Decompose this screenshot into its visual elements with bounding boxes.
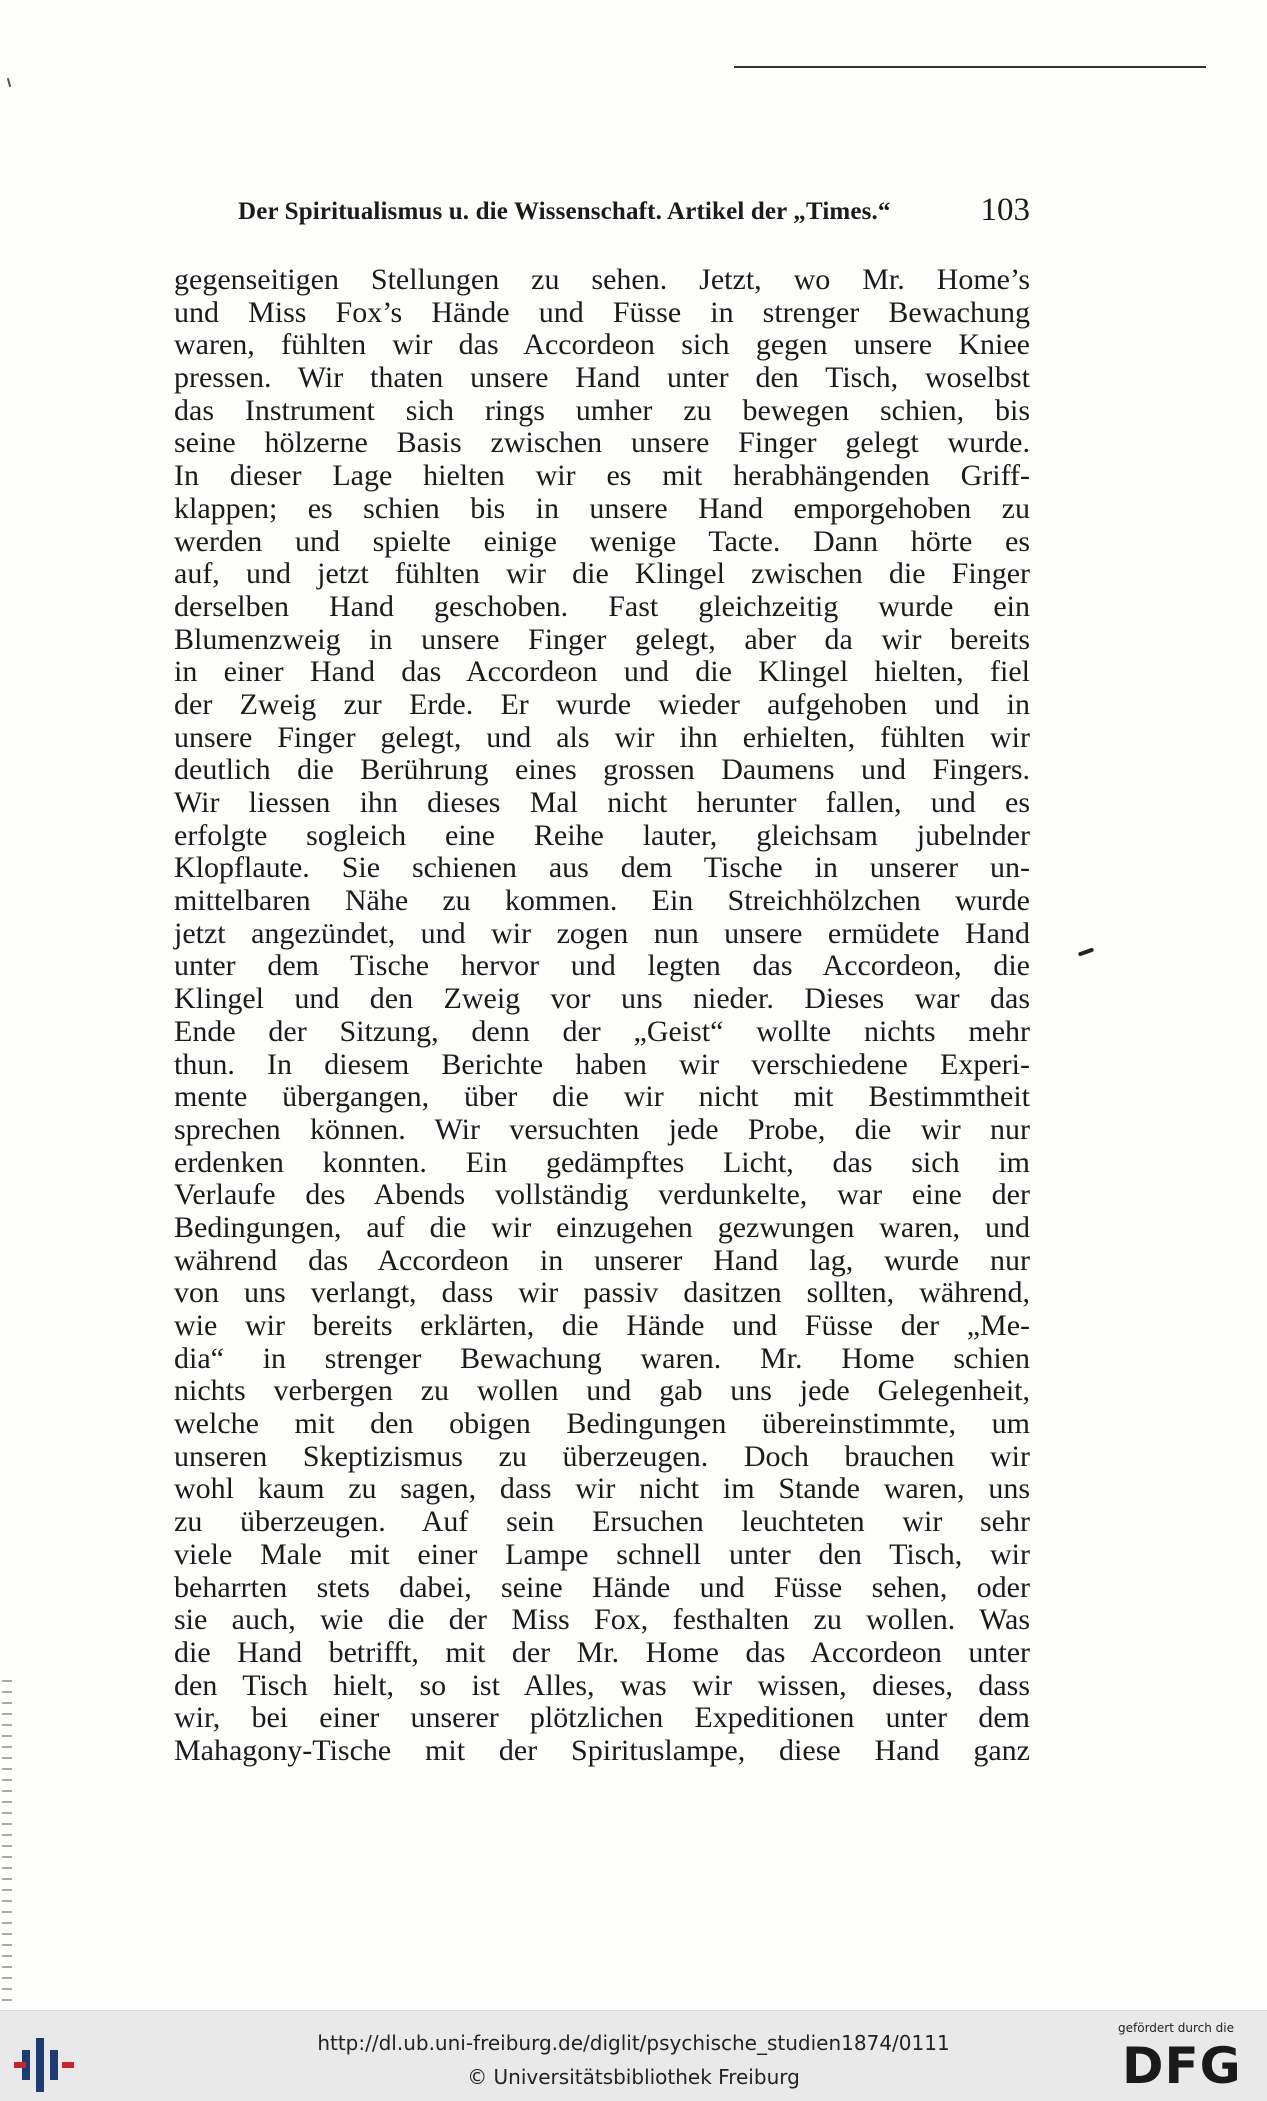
- copyright-notice: © Universitätsbibliothek Freiburg: [467, 2065, 800, 2089]
- text-line: sprechen können. Wir versuchten jede Probe, die wir nur: [174, 1112, 1030, 1146]
- dfg-tagline: gefördert durch die: [1118, 2021, 1234, 2035]
- text-line: erfolgte sogleich eine Reihe lauter, gleichsam jubelnder: [174, 818, 1030, 852]
- footer-bar: [0, 2010, 1267, 2101]
- text-line: während das Accordeon in unserer Hand lag, wurde nur: [174, 1243, 1030, 1277]
- text-line: werden und spielte einige wenige Tacte. Dann hörte es: [174, 524, 1030, 558]
- text-line: seine hölzerne Basis zwischen unsere Finger gelegt wurde.: [174, 426, 1030, 460]
- text-line: gegenseitigen Stellungen zu sehen. Jetzt, wo Mr. Home’s: [174, 263, 1030, 296]
- text-line: welche mit den obigen Bedingungen übereinstimmte, um: [174, 1407, 1030, 1441]
- text-line: und Miss Fox’s Hände und Füsse in strenger Bewachung: [174, 295, 1030, 329]
- ink-speck: [1078, 947, 1094, 956]
- running-head: [238, 192, 1030, 240]
- text-line: jetzt angezündet, und wir zogen nun unsere ermüdete Hand: [174, 916, 1030, 950]
- text-line: zu überzeugen. Auf sein Ersuchen leuchteten wir sehr: [174, 1505, 1030, 1539]
- text-line: Blumenzweig in unsere Finger gelegt, aber da wir bereits: [174, 622, 1030, 656]
- text-line: der Zweig zur Erde. Er wurde wieder aufgehoben und in: [174, 687, 1030, 721]
- text-line: Wir liessen ihn dieses Mal nicht herunter fallen, und es: [174, 786, 1030, 819]
- text-line: beharrten stets dabei, seine Hände und Füsse sehen, oder: [174, 1570, 1030, 1604]
- text-line: in einer Hand das Accordeon und die Klingel hielten, fiel: [174, 655, 1030, 689]
- text-line: Klingel und den Zweig vor uns nieder. Dieses war das: [174, 982, 1030, 1016]
- text-line: von uns verlangt, dass wir passiv dasitzen sollten, während,: [174, 1276, 1030, 1310]
- text-line: klappen; es schien bis in unsere Hand emporgehoben zu: [174, 491, 1030, 525]
- running-title: Der Spiritualismus u. die Wissenschaft. Artikel der „Times.“: [238, 198, 891, 225]
- text-line: Bedingungen, auf die wir einzugehen gezwungen waren, und: [174, 1210, 1030, 1244]
- text-line: derselben Hand geschoben. Fast gleichzeitig wurde ein: [174, 589, 1030, 623]
- dfg-wordmark: DFG: [1122, 2037, 1242, 2095]
- text-line: Klopflaute. Sie schienen aus dem Tische in unserer un-: [174, 851, 1030, 885]
- text-line: pressen. Wir thaten unsere Hand unter den Tisch, woselbst: [174, 361, 1030, 395]
- text-line: nichts verbergen zu wollen und gab uns jede Gelegenheit,: [174, 1374, 1030, 1408]
- text-line: wie wir bereits erklärten, die Hände und Füsse der „Me-: [174, 1309, 1030, 1342]
- text-line: unter dem Tische hervor und legten das Accordeon, die: [174, 949, 1030, 983]
- top-rule: [734, 66, 1206, 68]
- text-line: Verlaufe des Abends vollständig verdunkelte, war eine der: [174, 1178, 1030, 1212]
- text-line: den Tisch hielt, so ist Alles, was wir wissen, dieses, dass: [174, 1668, 1030, 1702]
- text-line: wir, bei einer unserer plötzlichen Expeditionen unter dem: [174, 1701, 1030, 1735]
- text-line: dia“ in strenger Bewachung waren. Mr. Home schien: [174, 1341, 1030, 1375]
- text-line: mittelbaren Nähe zu kommen. Ein Streichhölzchen wurde: [174, 884, 1030, 918]
- text-line: Mahagony-Tische mit der Spirituslampe, diese Hand ganz: [174, 1733, 1030, 1767]
- text-line: deutlich die Berührung eines grossen Daumens und Fingers.: [174, 753, 1030, 787]
- text-line: unsere Finger gelegt, und als wir ihn erhielten, fühlten wir: [174, 720, 1030, 754]
- text-line: waren, fühlten wir das Accordeon sich gegen unsere Kniee: [174, 328, 1030, 362]
- text-line: die Hand betrifft, mit der Mr. Home das Accordeon unter: [174, 1635, 1030, 1669]
- text-line: Ende der Sitzung, denn der „Geist“ wollte nichts mehr: [174, 1014, 1030, 1048]
- text-line: unseren Skeptizismus zu überzeugen. Doch brauchen wir: [174, 1439, 1030, 1473]
- text-line: auf, und jetzt fühlten wir die Klingel zwischen die Finger: [174, 557, 1030, 591]
- body-text: [174, 264, 1030, 1768]
- text-line: viele Male mit einer Lampe schnell unter den Tisch, wir: [174, 1537, 1030, 1571]
- binding-edge-speckle: [2, 1680, 12, 2010]
- text-line: wohl kaum zu sagen, dass wir nicht im Stande waren, uns: [174, 1472, 1030, 1506]
- text-line: mente übergangen, über die wir nicht mit Bestimmtheit: [174, 1080, 1030, 1114]
- margin-mark: [7, 78, 11, 87]
- page-number: 103: [980, 192, 1030, 228]
- text-line: thun. In diesem Berichte haben wir verschiedene Experi-: [174, 1047, 1030, 1081]
- permalink-url[interactable]: http://dl.ub.uni-freiburg.de/diglit/psychische_studien1874/0111: [317, 2031, 950, 2055]
- text-line: In dieser Lage hielten wir es mit herabhängenden Griff-: [174, 459, 1030, 493]
- dfg-logo-icon: [1118, 2021, 1258, 2097]
- text-line: erdenken konnten. Ein gedämpftes Licht, das sich im: [174, 1145, 1030, 1179]
- text-line: das Instrument sich rings umher zu bewegen schien, bis: [174, 393, 1030, 427]
- text-line: sie auch, wie die der Miss Fox, festhalten zu wollen. Was: [174, 1603, 1030, 1637]
